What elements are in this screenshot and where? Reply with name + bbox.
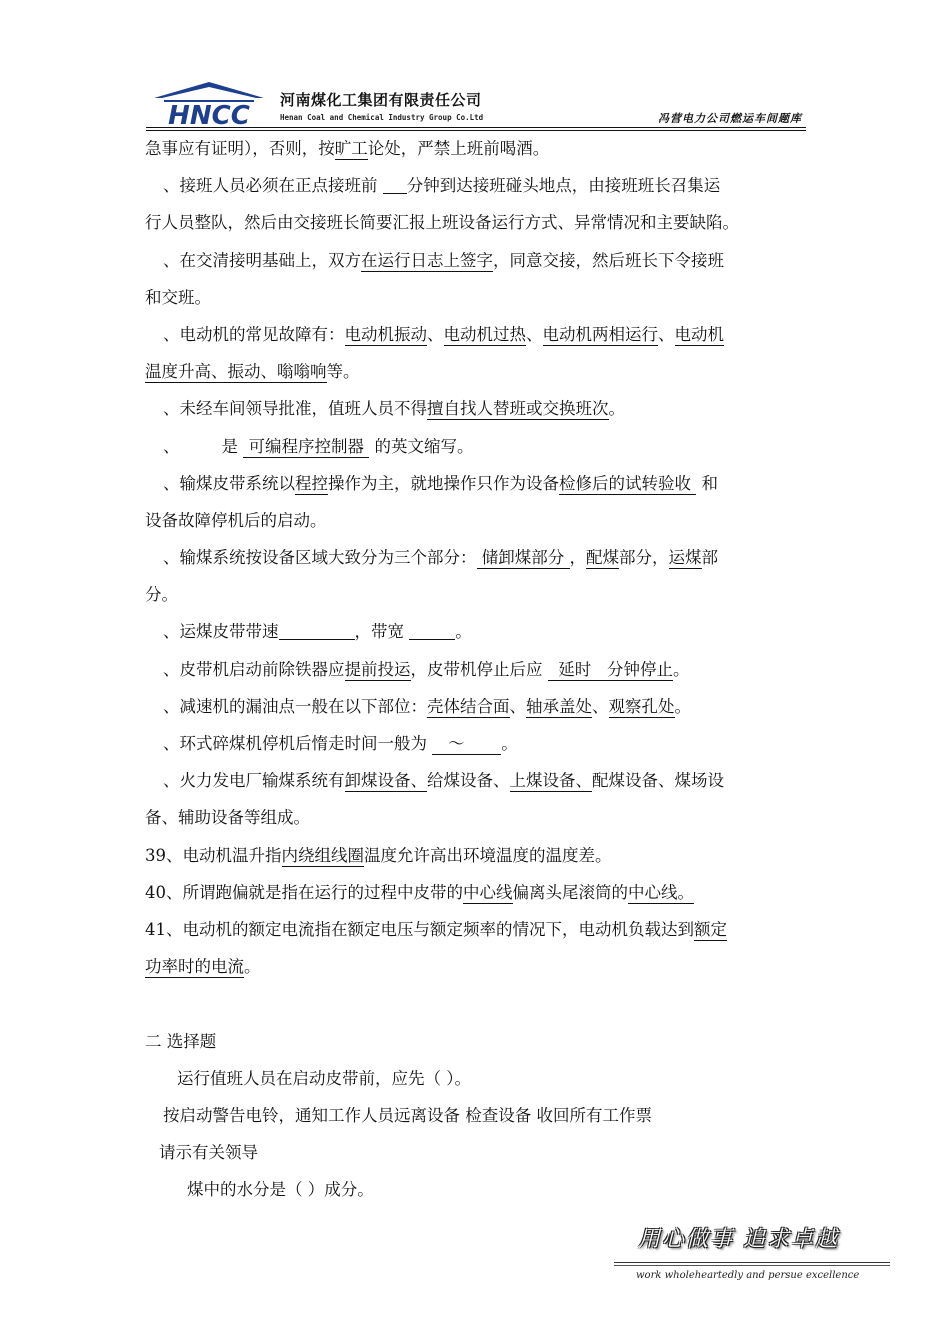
text-line: 、输煤系统按设备区域大致分为三个部分： 储卸煤部分 ，配煤部分，运煤部 bbox=[163, 548, 718, 568]
text-line: 设备故障停机后的启动。 bbox=[145, 510, 327, 530]
text-line: 、减速机的漏油点一般在以下部位：壳体结合面、轴承盖处、观察孔处。 bbox=[163, 696, 691, 716]
question-1-options: 按启动警告电铃，通知工作人员远离设备 检查设备 收回所有工作票 bbox=[163, 1105, 652, 1125]
text-line: 、输煤皮带系统以程控操作为主，就地操作只作为设备检修后的试转验收 和 bbox=[163, 473, 718, 493]
text-line: 分。 bbox=[145, 585, 178, 605]
company-name-en: Henan Coal and Chemical Industry Group Co.Ltd bbox=[280, 113, 484, 122]
text-line: 、皮带机启动前除铁器应提前投运，皮带机停止后应 延时 分钟停止。 bbox=[163, 659, 690, 679]
footer-rule bbox=[614, 1262, 890, 1263]
text-line: 、环式碎煤机停机后惰走时间一般为 ～ 。 bbox=[163, 734, 518, 753]
text-line: 、未经车间领导批准，值班人员不得擅自找人替班或交换班次。 bbox=[163, 399, 625, 419]
document-body bbox=[145, 130, 810, 1208]
page-footer bbox=[610, 1220, 910, 1300]
question-1: 运行值班人员在启动皮带前，应先（ ）。 bbox=[177, 1068, 471, 1088]
question-2: 煤中的水分是（ ）成分。 bbox=[187, 1180, 374, 1200]
text-line: 、接班人员必须在正点接班前 分钟到达接班碰头地点，由接班班长召集运 bbox=[163, 176, 721, 196]
page-header bbox=[0, 0, 950, 140]
text-line: 、运煤皮带带速 ，带宽 。 bbox=[163, 622, 472, 642]
text-line: 40、所谓跑偏就是指在运行的过程中皮带的中心线偏离头尾滚筒的中心线。 bbox=[145, 882, 694, 902]
text-line: 、 是 可编程序控制器 的英文缩写。 bbox=[163, 436, 474, 456]
slogan-en: work wholeheartedly and persue excellence bbox=[636, 1270, 860, 1281]
text-line: 备、辅助设备等组成。 bbox=[145, 808, 310, 828]
text-line: 和交班。 bbox=[145, 287, 211, 307]
section-heading: 二 选择题 bbox=[145, 1031, 217, 1051]
slogan-cn: 用心做事 追求卓越 bbox=[638, 1227, 839, 1252]
logo-text: HNCC bbox=[168, 101, 250, 128]
text-line: 温度升高、振动、嗡嗡响等。 bbox=[145, 362, 360, 382]
text-line: 、电动机的常见故障有：电动机振动、电动机过热、电动机两相运行、电动机 bbox=[163, 324, 724, 344]
header-title: 冯营电力公司燃运车间题库 bbox=[658, 112, 802, 125]
footer-rule-thin bbox=[614, 1265, 890, 1266]
hncc-logo bbox=[148, 80, 270, 128]
text-line: 39、电动机温升指内绕组线圈温度允许高出环境温度的温度差。 bbox=[145, 845, 612, 865]
text-line: 、在交清接明基础上，双方在运行日志上签字，同意交接，然后班长下令接班 bbox=[163, 250, 724, 270]
text-line: 功率时的电流。 bbox=[145, 957, 261, 977]
text-line: 急事应有证明），否则，按旷工论处，严禁上班前喝酒。 bbox=[145, 139, 550, 158]
question-1-options-cont: 请示有关领导 bbox=[159, 1143, 258, 1163]
header-rule bbox=[146, 127, 806, 128]
text-line: 、火力发电厂输煤系统有卸煤设备、给煤设备、上煤设备、配煤设备、煤场设 bbox=[163, 771, 724, 791]
text-line: 41、电动机的额定电流指在额定电压与额定频率的情况下，电动机负载达到额定 bbox=[145, 919, 727, 939]
company-name-cn: 河南煤化工集团有限责任公司 bbox=[280, 91, 482, 109]
text-line: 行人员整队，然后由交接班长简要汇报上班设备运行方式、异常情况和主要缺陷。 bbox=[145, 213, 739, 233]
